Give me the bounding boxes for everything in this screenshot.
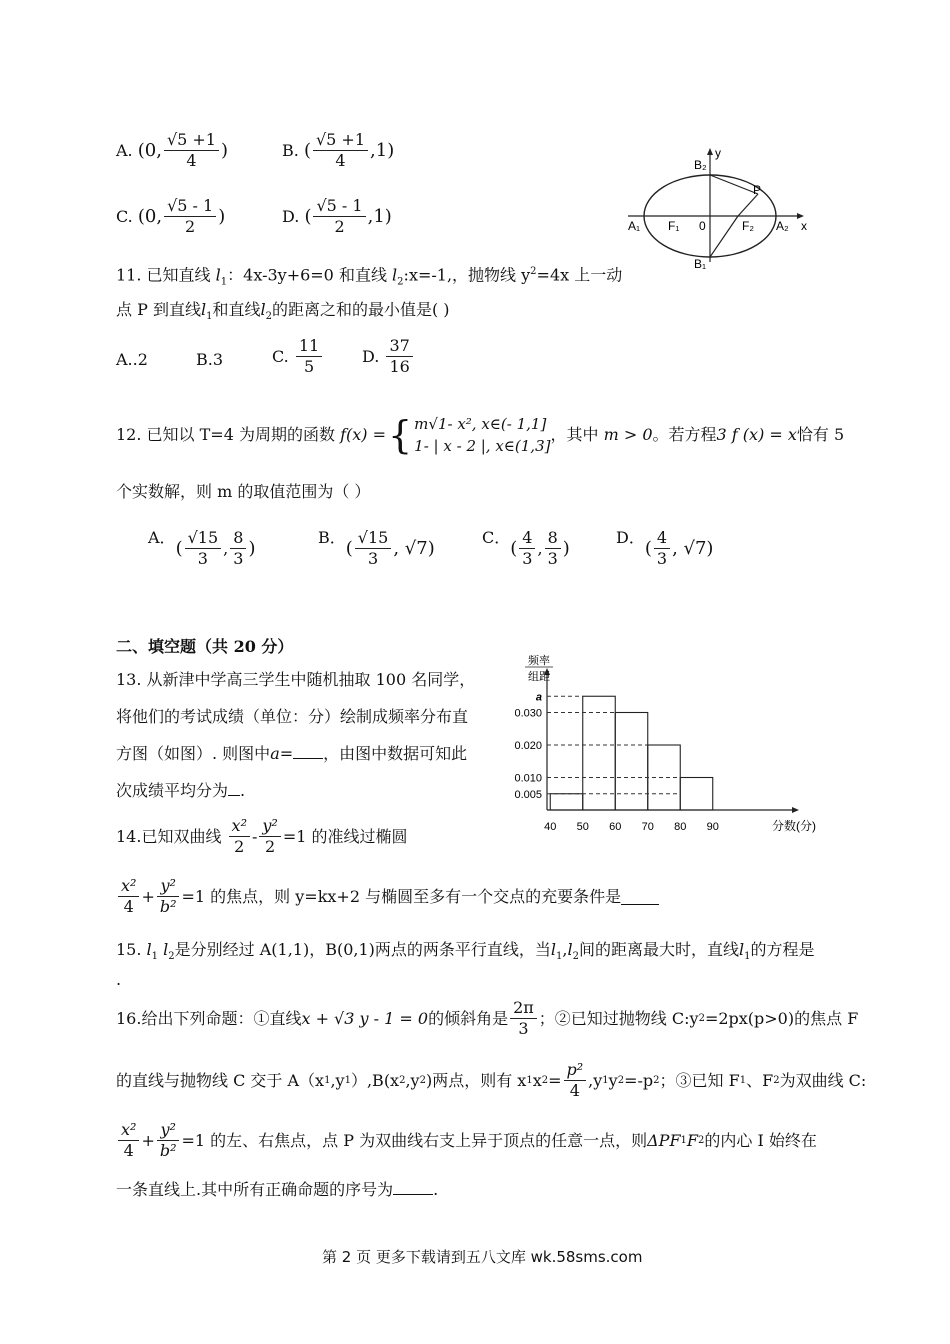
label-a1: A₁ [628, 219, 641, 233]
frequency-histogram [505, 650, 825, 835]
q10-option-b: B. ( $\frac{√5 +1}{4}$ ,1) [282, 130, 395, 170]
y-label-top: 频率 [528, 655, 550, 667]
ellipse-figure [618, 140, 818, 272]
y-tick-label: 0.030 [514, 707, 542, 720]
q15-line2: . [116, 970, 122, 989]
q16-line2: 的直线与抛物线 C 交于 A（x 1 ,y 1 ）,B(x 2 ,y 2 )两点，则有 x 1 x 2 = $\frac{\text{p²}}{4}$ ,y 1 y 2 =-p 2 ；③已知 F 1 、F 2 为双曲线 C: [116, 1060, 867, 1100]
x-tick-label: 50 [576, 821, 589, 833]
x-tick-label: 80 [674, 821, 687, 833]
x-tick-label: 70 [641, 821, 654, 833]
histogram-bar [550, 794, 583, 810]
histogram-bar [615, 713, 648, 811]
q14-line1: 14.已知双曲线 $\frac{\text{x²}}{2}$ - $\frac{\text{y²}}{2}$ =1 的准线过椭圆 [116, 816, 408, 856]
q12-line2: 个实数解，则 m 的取值范围为（ ） [116, 482, 371, 501]
section-2-title: 二、填空题（共 20 分） [116, 637, 294, 656]
x-axis-arrow [792, 807, 799, 813]
q10-option-d: D. ( $\frac{√5 - 1}{2}$ ,1) [282, 196, 392, 236]
q12-option-c: C． ( $\frac{4}{3}$ , $\frac{8}{3}$ ) [482, 528, 570, 568]
y-tick-label: a [535, 691, 542, 704]
y-tick-label: 0.005 [514, 788, 542, 801]
label-f2: F₂ [742, 219, 754, 233]
q13-line4: 次成绩平均分为 . [116, 781, 246, 800]
q16-line4: 一条直线上.其中所有正确命题的序号为 . [116, 1180, 439, 1199]
histogram-bar [583, 696, 616, 810]
q11-option-a: A..2 [116, 350, 148, 369]
y-tick-label: 0.010 [514, 772, 542, 785]
q13-line3: 方图（如图）. 则图中a= ，由图中数据可知此 [116, 744, 468, 763]
label-a2: A₂ [776, 219, 789, 233]
q15-line1: 15. $l_1$ $l_2$是分别经过 A(1,1)，B(0,1)两点的两条平行直线，当$l_1,l_2$间的距离最大时，直线$l_1$的方程是 [116, 940, 815, 963]
x-tick-label: 40 [544, 821, 557, 833]
q11-option-c: C. $\frac{11}{5}$ [272, 336, 324, 377]
q13-line1: 13. 从新津中学高三学生中随机抽取 100 名同学， [116, 670, 476, 689]
q12-option-d: D． ( $\frac{4}{3}$ , √7) [616, 528, 714, 568]
q11-option-d: D. $\frac{37}{16}$ [362, 336, 415, 377]
label-y: y [715, 146, 721, 160]
q13-line2: 将他们的考试成绩（单位：分）绘制成频率分布直 [116, 707, 469, 726]
q12-line1: 12. 已知以 T=4 为周期的函数 f(x) = { m√1- x², x∈(- 1,1] 1- | x - 2 |, x∈(1,3] ，其中 m > 0 。若方程 3 f (x) = x 恰有 5 [116, 413, 845, 457]
label-x: x [801, 219, 807, 233]
x-tick-label: 90 [706, 821, 719, 833]
q10-option-a: A. (0, $\frac{√5 +1}{4}$ ) [116, 130, 229, 170]
y-tick-label: 0.020 [514, 740, 542, 752]
q12-option-b: B． ( $\frac{√15}{3}$ , √7) [318, 528, 435, 568]
q16-line1: 16.给出下列命题：①直线 x + √3 y - 1 = 0 的倾斜角是 $\frac{2\pi}{3}$ ；②已知过抛物线 C:y 2 =2px(p>0)的焦点 F [116, 998, 859, 1038]
q16-line3: $\frac{\text{x²}}{4}$ + $\frac{\text{y²}}{\text{b²}}$ =1 的左、右焦点，点 P 为双曲线右支上异于顶点的任意一点，则 ΔPF 1 F 2 的内心 I 始终在 [116, 1120, 817, 1161]
q11-option-b: B.3 [196, 350, 224, 369]
q12-option-a: A． ( $\frac{√15}{3}$ , $\frac{8}{3}$ ) [148, 528, 256, 568]
label-f1: F₁ [668, 219, 680, 233]
q14-line2: $\frac{\text{x²}}{4}$ + $\frac{\text{y²}}{\text{b²}}$ =1 的焦点，则 y=kx+2 与椭圆至多有一个交点的充要条件是 [116, 876, 659, 917]
q11-line2: 点 P 到直线$l_1$和直线$l_2$的距离之和的最小值是( ) [116, 300, 450, 323]
page-footer: 第 2 页 更多下载请到五八文库 wk.58sms.com [322, 1248, 643, 1266]
label-origin: 0 [699, 219, 706, 233]
label-b2: B₂ [694, 158, 707, 172]
q10-option-c: C. (0, $\frac{√5 - 1}{2}$ ) [116, 196, 226, 236]
histogram-bar [680, 778, 713, 811]
label-p: P [753, 183, 762, 197]
x-tick-label: 60 [609, 821, 622, 833]
y-label-bottom: 组距 [528, 671, 550, 683]
x-axis-label: 分数(分) [772, 819, 816, 833]
q11-line1: 11. 已知直线 $l_1$：4x-3y+6=0 和直线 $l_2:x=-1$,，抛物线 $y^2=4x$ 上一动 [116, 265, 623, 288]
label-b1: B₁ [694, 257, 707, 271]
